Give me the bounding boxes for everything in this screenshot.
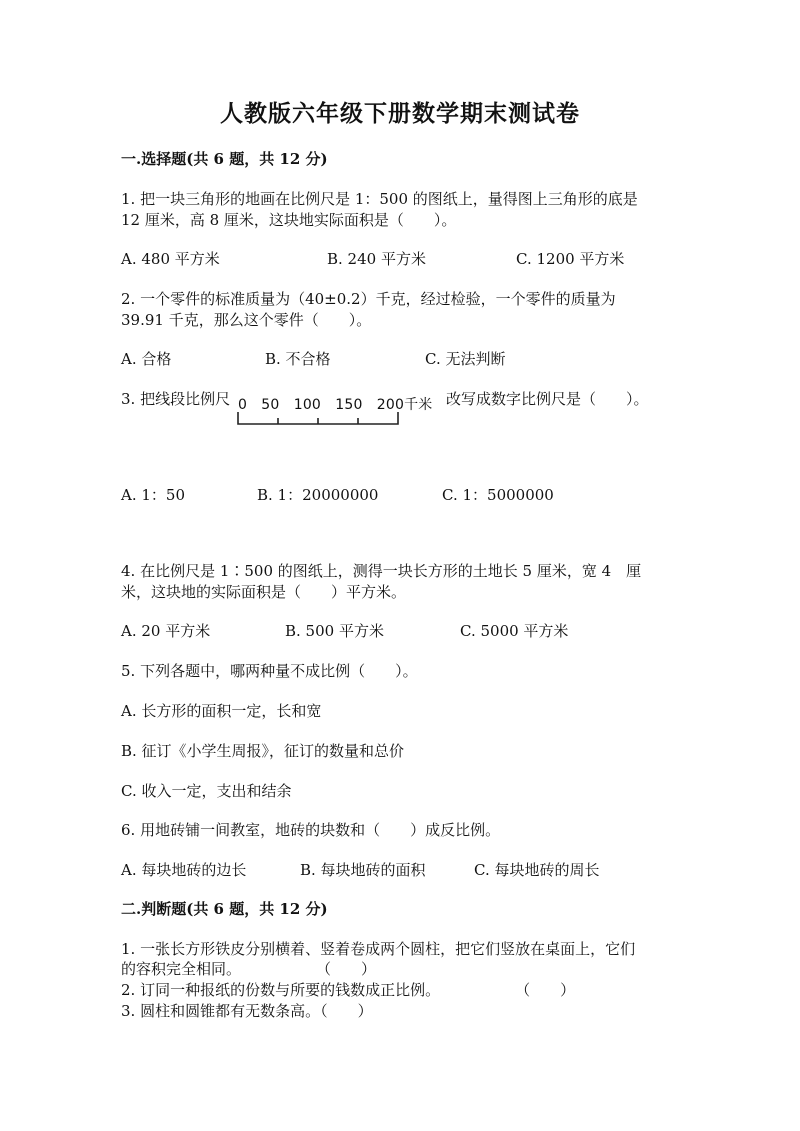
question-1-line-2: 12 厘米，高 8 厘米，这块地实际面积是（ ）。 bbox=[121, 211, 457, 229]
question-3-suffix: 改写成数字比例尺是（ ）。 bbox=[446, 390, 649, 408]
judgement-2-line-1: 2. 订同一种报纸的份数与所要的钱数成正比例。 （ ） bbox=[121, 981, 576, 999]
question-4-line-1: 4. 在比例尺是 1∶500 的图纸上，测得一块长方形的土地长 5 厘米，宽 4 厘 bbox=[121, 562, 642, 580]
question-4-option-a: A. 20 平方米 bbox=[121, 622, 211, 640]
question-1-option-b: B. 240 平方米 bbox=[327, 250, 426, 268]
section-heading-judgement: 二.判断题(共 6 题，共 12 分) bbox=[121, 900, 328, 918]
judgement-1-line-2: 的容积完全相同。 （ ） bbox=[121, 960, 377, 978]
judgement-1-line-1: 1. 一张长方形铁皮分别横着、竖着卷成两个圆柱，把它们竖放在桌面上，它们 bbox=[121, 940, 636, 958]
question-4-option-b: B. 500 平方米 bbox=[285, 622, 384, 640]
question-2-option-b: B. 不合格 bbox=[265, 350, 331, 368]
question-1-line-1: 1. 把一块三角形的地画在比例尺是 1：500 的图纸上，量得图上三角形的底是 bbox=[121, 190, 638, 208]
question-3-option-b: B. 1：20000000 bbox=[257, 486, 379, 504]
question-5-option-c: C. 收入一定，支出和结余 bbox=[121, 782, 292, 800]
question-6-option-c: C. 每块地砖的周长 bbox=[474, 861, 600, 879]
question-5-line-1: 5. 下列各题中，哪两种量不成比例（ ）。 bbox=[121, 662, 418, 680]
judgement-3-line-1: 3. 圆柱和圆锥都有无数条高。（ ） bbox=[121, 1002, 373, 1020]
question-6-option-a: A. 每块地砖的边长 bbox=[121, 861, 247, 879]
question-6-line-1: 6. 用地砖铺一间教室，地砖的块数和（ ）成反比例。 bbox=[121, 821, 501, 839]
question-4-option-c: C. 5000 平方米 bbox=[460, 622, 569, 640]
question-5-option-a: A. 长方形的面积一定，长和宽 bbox=[121, 702, 322, 720]
question-2-line-2: 39.91 千克，那么这个零件（ ）。 bbox=[121, 311, 372, 329]
question-1-option-a: A. 480 平方米 bbox=[121, 250, 220, 268]
scale-bar-labels: 0 50 100 150 200千米 bbox=[238, 397, 433, 413]
question-5-option-b: B. 征订《小学生周报》，征订的数量和总价 bbox=[121, 742, 405, 760]
page-title: 人教版六年级下册数学期末测试卷 bbox=[220, 100, 580, 127]
question-1-option-c: C. 1200 平方米 bbox=[516, 250, 625, 268]
scale-bar-line bbox=[232, 408, 407, 428]
question-2-option-c: C. 无法判断 bbox=[425, 350, 506, 368]
section-heading-choice: 一.选择题(共 6 题，共 12 分) bbox=[121, 150, 328, 168]
question-2-option-a: A. 合格 bbox=[121, 350, 172, 368]
question-2-line-1: 2. 一个零件的标准质量为（40±0.2）千克，经过检验，一个零件的质量为 bbox=[121, 290, 616, 308]
question-3-prefix: 3. 把线段比例尺 bbox=[121, 390, 231, 408]
question-3-option-a: A. 1：50 bbox=[121, 486, 185, 504]
question-6-option-b: B. 每块地砖的面积 bbox=[300, 861, 426, 879]
question-3-option-c: C. 1：5000000 bbox=[442, 486, 554, 504]
question-4-line-2: 米，这块地的实际面积是（ ）平方米。 bbox=[121, 583, 407, 601]
